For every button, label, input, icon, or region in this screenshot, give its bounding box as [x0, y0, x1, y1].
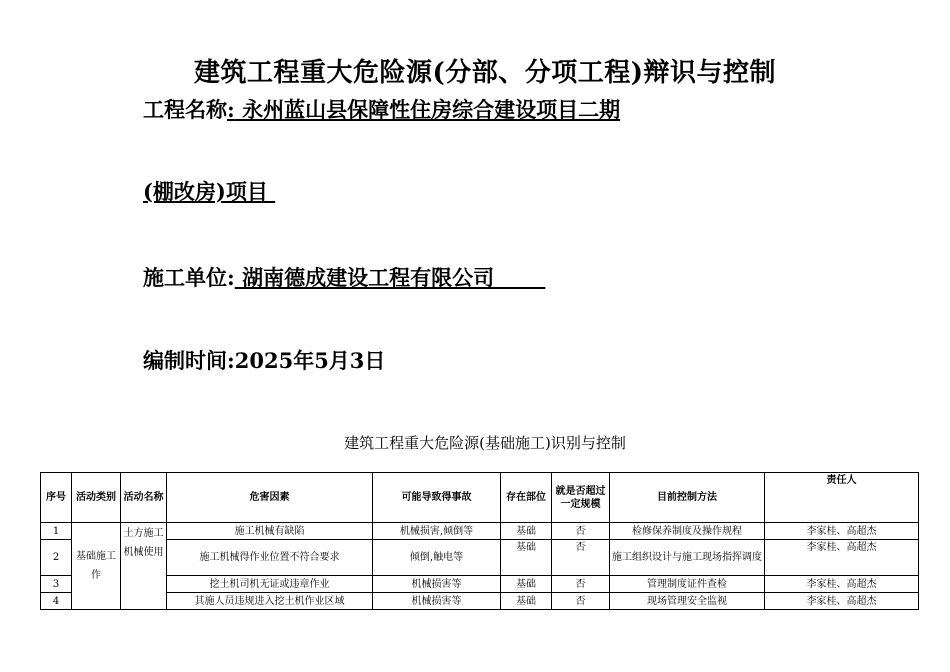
cell-hazard: 施工机械有缺陷 [167, 523, 373, 540]
table-header-row [41, 473, 919, 523]
header-owner: 责任人 [765, 473, 919, 523]
cell-hazard: 其施人员违规进入挖土机作业区域 [167, 593, 373, 610]
header-hazard: 危害因素 [167, 473, 373, 523]
header-location: 存在部位 [501, 473, 552, 523]
cell-hazard: 挖土机司机无证或违章作业 [167, 576, 373, 593]
cell-exceed: 否 [552, 593, 610, 610]
cell-location: 基础 [501, 540, 552, 576]
cell-location: 基础 [501, 576, 552, 593]
header-control: 目前控制方法 [610, 473, 765, 523]
cell-control: 现场管理安全监视 [610, 593, 765, 610]
builder-line [143, 262, 545, 292]
builder-sep: : [227, 265, 235, 290]
cell-seq: 4 [41, 593, 72, 610]
document-title: 建筑工程重大危险源(分部、分项工程)辩识与控制 [193, 58, 777, 88]
table-title: 建筑工程重大危险源(基础施工)识别与控制 [344, 434, 626, 452]
cell-accident: 机械损害等 [373, 576, 501, 593]
compile-date: 编制时间:2025年5月3日 [143, 348, 386, 373]
cell-accident: 机械损害等 [373, 593, 501, 610]
cell-location: 基础 [501, 523, 552, 540]
cell-accident: 倾倒,触电等 [373, 540, 501, 576]
project-label: 工程名称 [143, 97, 227, 122]
project-name-part1: 永州蓝山县保障性住房综合建设项目二期 [234, 97, 621, 122]
cell-location: 基础 [501, 593, 552, 610]
header-activity-type: 活动类别 [72, 473, 121, 523]
cell-exceed: 否 [552, 523, 610, 540]
builder-name: 湖南德成建设工程有限公司 [234, 265, 546, 290]
cell-control: 管理制度证件查检 [610, 576, 765, 593]
cell-owner: 李家桂、高超杰 [765, 593, 919, 610]
hazard-table [40, 472, 919, 610]
cell-control: 检修保养制度及操作规程 [610, 523, 765, 540]
cell-owner: 李家桂、高超杰 [765, 540, 919, 576]
project-name-part2: (棚改房)项目 [143, 179, 276, 204]
cell-exceed: 否 [552, 576, 610, 593]
cell-activity-type: 基础施工作 [72, 523, 121, 610]
table-row [41, 523, 919, 540]
table-row [41, 540, 919, 576]
cell-activity-name: 土方施工机械使用 [121, 523, 167, 610]
cell-control: 施工组织设计与施工现场指挥调度 [610, 540, 765, 576]
project-sep: : [227, 97, 235, 122]
cell-seq: 1 [41, 523, 72, 540]
cell-owner: 李家桂、高超杰 [765, 576, 919, 593]
header-exceed: 就是否超过一定规模 [552, 473, 610, 523]
project-name-underlined [227, 97, 620, 122]
cell-exceed: 否 [552, 540, 610, 576]
table-row [41, 593, 919, 610]
header-accident: 可能导致得事故 [373, 473, 501, 523]
project-name-line [143, 94, 620, 124]
cell-seq: 3 [41, 576, 72, 593]
cell-owner: 李家桂、高超杰 [765, 523, 919, 540]
cell-seq: 2 [41, 540, 72, 576]
builder-label: 施工单位 [143, 265, 227, 290]
cell-hazard: 施工机械得作业位置不符合要求 [167, 540, 373, 576]
table-row [41, 576, 919, 593]
header-seq: 序号 [41, 473, 72, 523]
header-activity-name: 活动名称 [121, 473, 167, 523]
cell-accident: 机械损害,倾倒等 [373, 523, 501, 540]
